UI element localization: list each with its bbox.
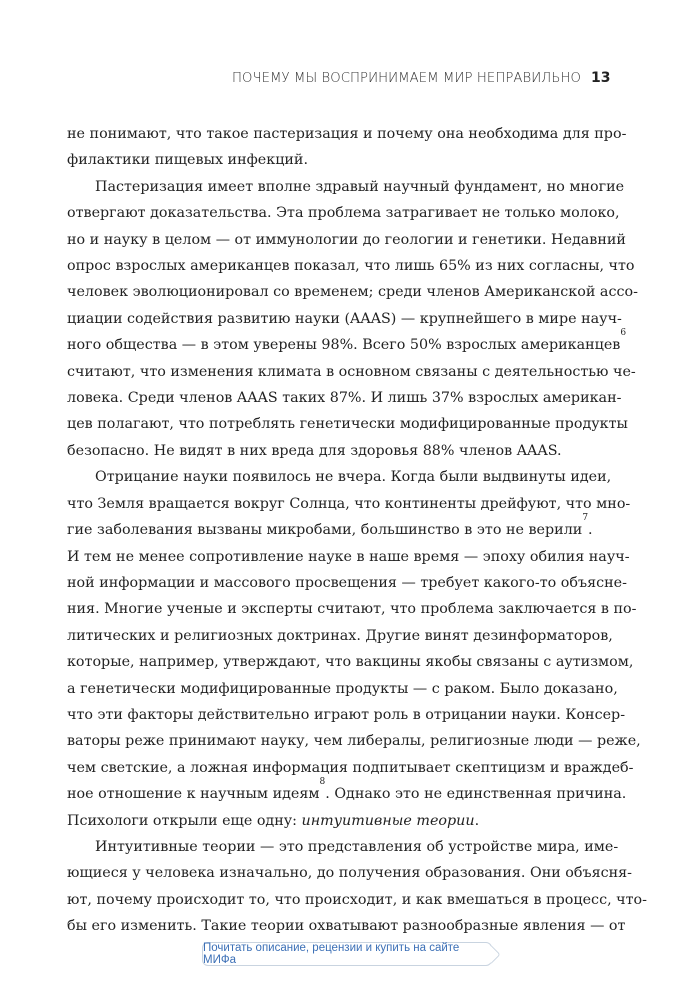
text-line: не понимают, что такое пастеризация и почему она необходима для про- [67, 126, 627, 142]
text-line: Пастеризация имеет вполне здравый научный фундамент, но многие [95, 178, 625, 195]
text-line: безопасно. Не видят в них вреда для здоровья 88% членов AAAS. [67, 442, 562, 459]
text-line: циации содействия развитию науки (AAAS) — крупнейшего в мире науч- [67, 310, 622, 327]
italic-term: интуитивные теории [301, 812, 475, 829]
end-punct: . [474, 812, 480, 829]
text-line: ловека. Среди членов AAAS таких 87%. И лишь 37% взрослых американ- [67, 390, 622, 407]
paragraph [67, 174, 638, 464]
text-line-content: ное отношение к научным идеям [67, 786, 320, 803]
buy-link-button[interactable] [202, 942, 492, 966]
text-line: филактики пищевых инфекций. [67, 152, 308, 169]
text-line: Интуитивные теории — это представления об устройстве мира, име- [95, 838, 619, 855]
text-line: ния. Многие ученые и эксперты считают, что проблема заключается в по- [67, 601, 637, 618]
text-line: цев полагают, что потреблять генетически модифицированные продукты [67, 416, 628, 433]
text-line-content: гие заболевания вызваны микробами, большинство в это не верили [67, 522, 583, 539]
text-line: отвергают доказательства. Эта проблема затрагивает не только молоко, [67, 205, 620, 222]
text-line: которые, например, утверждают, что вакцины якобы связаны с аутизмом, [67, 654, 634, 671]
text-line-content: Психологи открыли еще одну: [67, 812, 302, 829]
text-line: человек эволюционировал со временем; среди членов Американской ассо- [67, 284, 638, 301]
text-line: опрос взрослых американцев показал, что лишь 65% из них согласны, что [67, 258, 635, 275]
text-line: ют, почему происходит то, что происходит, и как вмешаться в процесс, что- [67, 891, 647, 908]
text-line [67, 777, 627, 807]
text-line: что эти факторы действительно играют роль в отрицании науки. Консер- [67, 706, 626, 723]
text-line: ваторы реже принимают науку, чем либералы, религиозные люди — реже, [67, 733, 641, 750]
text-line: но и науку в целом — от иммунологии до геологии и генетики. Недавний [67, 231, 626, 248]
buy-link-label: Почитать описание, рецензии и купить на сайте МИФа [203, 942, 460, 966]
running-header [232, 70, 611, 86]
text-line: что Земля вращается вокруг Солнца, что континенты дрейфуют, что мно- [67, 495, 631, 512]
text-line: чем светские, а ложная информация подпитывает скептицизм и враждеб- [67, 759, 634, 776]
page-number: 13 [590, 70, 611, 86]
text-line: И тем не менее сопротивление науке в наше время — эпоху обилия науч- [67, 548, 630, 565]
running-title: ПОЧЕМУ МЫ ВОСПРИНИМАЕМ МИР НЕПРАВИЛЬНО [232, 71, 581, 86]
text-line: гие заболевания вызваны микробами, большинство в это не верили$^7$. [67, 513, 593, 539]
text-line: бы его изменить. Такие теории охватывают разнообразные явления — от [67, 918, 626, 935]
paragraph [67, 834, 647, 940]
text-line: Отрицание науки появилось не вчера. Когда были выдвинуты идеи, [95, 469, 612, 486]
text-line: ной информации и массового просвещения — требует какого-то объясне- [67, 574, 627, 591]
text-line [67, 328, 627, 358]
text-line [67, 808, 591, 834]
text-line: литических и религиозных доктринах. Другие винят дезинформаторов, [67, 627, 613, 644]
footnote-ref: 8 [319, 777, 326, 788]
text-line: ющиеся у человека изначально, до получения образования. Они объясня- [67, 865, 633, 882]
footnote-ref: 7 [582, 513, 589, 524]
body-text [67, 121, 647, 940]
text-line: а генетически модифицированные продукты — с раком. Было доказано, [67, 680, 618, 697]
text-line: считают, что изменения климата в основном связаны с деятельностью че- [67, 363, 636, 380]
paragraph [67, 121, 627, 174]
text-line-content: ного общества — в этом уверены 98%. Всего 50% взрослых американцев [67, 337, 621, 354]
footnote-ref: 6 [620, 328, 627, 339]
paragraph [67, 464, 641, 834]
text-line-tail: . Однако это не единственная причина. [325, 786, 627, 803]
